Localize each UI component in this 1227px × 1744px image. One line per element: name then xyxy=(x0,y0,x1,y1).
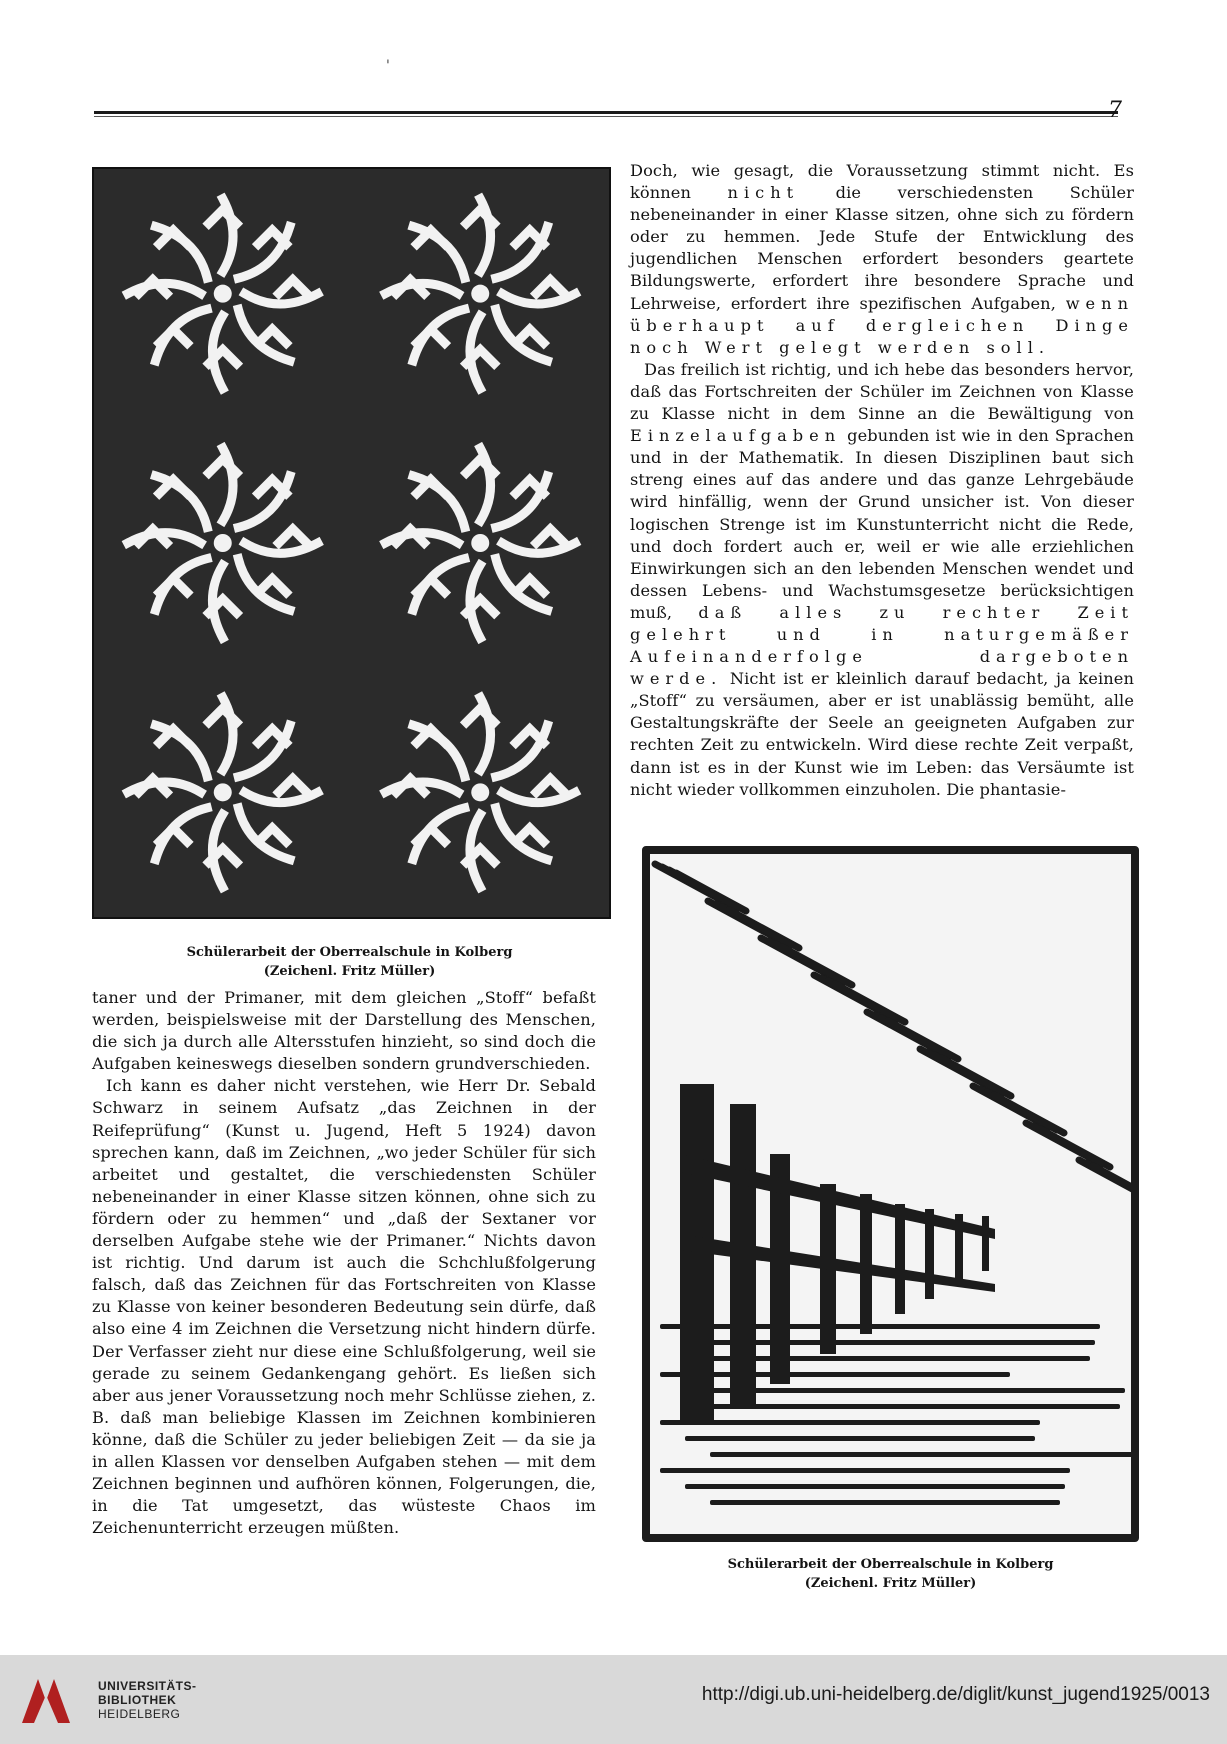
left-paragraph-1 xyxy=(92,987,596,1075)
page-number: 7 xyxy=(1108,98,1122,123)
fence-post xyxy=(982,1216,989,1271)
fence-post xyxy=(895,1204,905,1314)
logo-line-3: HEIDELBERG xyxy=(98,1707,181,1721)
text-span: Das freilich ist richtig, und ich hebe das besonders hervor, daß das Fortschreiten der Schüler im Zeichnen von Klasse zu Klasse nicht in dem Sinne an die Bewältigung von xyxy=(630,359,1134,424)
header-rule-thin xyxy=(94,116,1118,117)
figure-1-caption-line-1: Schülerarbeit der Oberrealschule in Kolberg xyxy=(186,945,513,960)
ground-stroke xyxy=(685,1436,1035,1441)
ground-stroke xyxy=(710,1356,1090,1361)
footer-bar xyxy=(0,1655,1227,1744)
ground-stroke xyxy=(710,1500,1060,1505)
figure-2-caption-line-2: (Zeichenl. Fritz Müller) xyxy=(804,1576,977,1591)
ground-stroke xyxy=(660,1420,1040,1425)
ground-stroke xyxy=(685,1340,1095,1345)
ground-stroke xyxy=(660,1372,1010,1377)
library-logo-text[interactable] xyxy=(98,1679,197,1721)
logo-line-1: UNIVERSITÄTS- xyxy=(98,1679,197,1693)
ornament-pattern-figure xyxy=(92,167,611,919)
fence-landscape-woodcut-icon xyxy=(650,854,1131,1534)
ground-stroke xyxy=(660,1324,1100,1329)
scan-mark: ' xyxy=(386,58,390,74)
text-span: Ich kann es daher nicht verstehen, wie Herr Dr. Sebald Schwarz in seinem Aufsatz „das Zeichnen in der Reifeprüfung“ (Kunst u. Jugend, Heft 5 1924) davon sprechen kann, daß im Zeichnen, „wo jeder Schüler für sich arbeitet und gestaltet, die verschiedensten Schüler nebeneinander in einer Klasse sitzen können, ohne sich zu fördern oder zu hemmen“ und „daß der Sextaner vor derselben Aufgabe stehe wie der Primaner.“ Nichts davon ist richtig. Und darum ist auch die Schchlußfolgerung falsch, daß das Zeichnen für das Fortschreiten von Klasse zu Klasse von keiner besonderen Bedeutung sein dürfe, daß also eine 4 im Zeichnen die Versetzung nicht hindern dürfe. Der Verfasser zieht nur diese eine Schlußfolgerung, weil sie gerade zu seinem Gedankengang gehört. Es ließen sich aber aus jener Voraussetzung noch mehr Schlüsse ziehen, z. B. daß man beliebige Klassen im Zeichnen kombinieren könne, daß die Schüler zu jeder beliebigen Zeit — da sie ja in allen Klassen vor denselben Aufgaben stehen — mit dem Zeichnen beginnen und aufhören können, Folgerungen, die, in die Tat umgesetzt, das wüsteste Chaos im Zeichenunterricht erzeugen müßten. xyxy=(92,1076,596,1538)
logo-line-2: BIBLIOTHEK xyxy=(98,1693,177,1707)
text-span: taner und der Primaner, mit dem gleichen „Stoff“ befaßt werden, beispielsweise mit der Darstellung des Menschen, die sich ja durch alle Altersstufen hinzieht, so sind doch die Aufgaben keineswegs dieselben sondern grundverschieden. xyxy=(92,988,596,1074)
header-rule xyxy=(94,111,1118,114)
left-column-text xyxy=(92,987,596,1539)
ground-stroke xyxy=(660,1468,1070,1473)
ground-stroke xyxy=(685,1388,1125,1393)
permalink-url[interactable]: http://digi.ub.uni-heidelberg.de/diglit/kunst_jugend1925/0013 xyxy=(701,1684,1210,1705)
emphasis-span: nicht xyxy=(727,183,800,203)
figure-1-caption xyxy=(92,943,607,981)
right-column-text xyxy=(630,160,1134,801)
text-span: Doch, wie gesagt, die Voraussetzung stimmt nicht. Es können xyxy=(630,161,1134,203)
figure-2-caption-line-1: Schülerarbeit der Oberrealschule in Kolberg xyxy=(727,1557,1054,1572)
right-paragraph-2 xyxy=(630,359,1134,801)
ornament-pattern-woodcut-icon xyxy=(94,169,609,917)
text-span: gebunden ist wie in den Sprachen und in der Mathematik. In diesen Disziplinen baut sich streng eines auf das andere und das ganze Lehrgebäude wird hinfällig, wenn der Grund unsicher ist. Von dieser logischen Strenge ist im Kunstunterricht nicht die Rede, und doch fordert auch er, weil er wie alle erziehlichen Einwirkungen sich an den lebenden Menschen wendet und dessen Lebens- und Wachstumsgesetze berücksichtigen muß, xyxy=(630,426,1134,622)
text-span: Nicht ist er kleinlich darauf bedacht, ja keinen „Stoff“ zu versäumen, aber er ist unablässig bemüht, alle Gestaltungskräfte der Seele an geeigneten Aufgaben zur rechten Zeit zu entwickeln. Wird diese rechte Zeit verpaßt, dann ist es in der Kunst wie im Leben: das Versäumte ist nicht wieder vollkommen einzuholen. Die phantasie- xyxy=(630,669,1134,799)
figure-1-caption-line-2: (Zeichenl. Fritz Müller) xyxy=(263,964,436,979)
ground-stroke xyxy=(710,1404,1120,1409)
left-paragraph-2 xyxy=(92,1075,596,1539)
right-paragraph-1 xyxy=(630,160,1134,359)
fence-woodcut-figure xyxy=(642,846,1139,1542)
emphasis-span: wenn überhaupt auf dergleichen Dinge noch Wert gelegt werden soll. xyxy=(630,293,1134,357)
text-span: die verschiedensten Schüler nebeneinander in einer Klasse sitzen, ohne sich zu fördern oder zu hemmen. Jede Stufe der Entwicklung des jugendlichen Menschen erfordert besonders geartete Bildungswerte, erfordert ihre besondere Sprache und Lehrweise, erfordert ihre spezifischen Aufgaben, xyxy=(630,183,1134,313)
ground-stroke xyxy=(685,1484,1065,1489)
figure-2-caption xyxy=(642,1555,1139,1593)
ground-stroke xyxy=(710,1452,1131,1457)
emphasis-span: Einzelaufgaben xyxy=(630,426,842,446)
library-logo-icon[interactable] xyxy=(16,1673,76,1729)
emphasis-span: daß alles zu rechter Zeit gelehrt und in naturgemäßer Aufeinanderfolge dargeboten werde. xyxy=(630,602,1134,689)
